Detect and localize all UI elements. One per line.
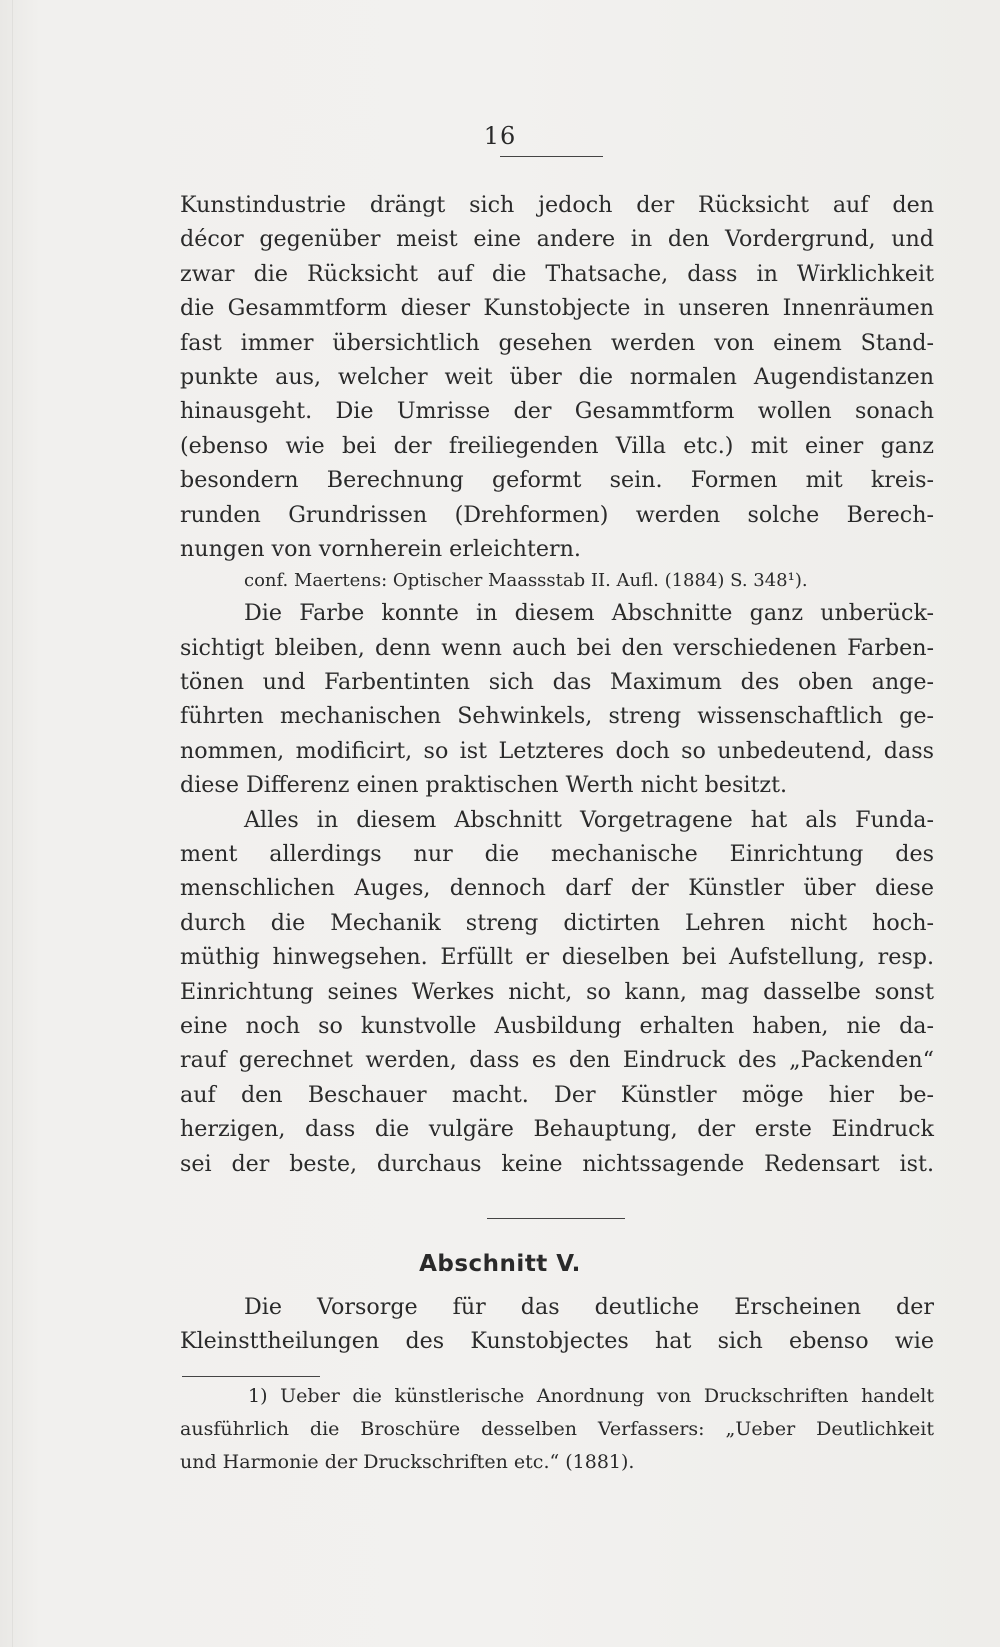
reference-note: conf. Maertens: Optischer Maassstab II. Aufl. (1884) S. 348¹). [244, 570, 808, 592]
text-line: müthig hinwegsehen. Erfüllt er dieselben bei Aufstellung, resp. [180, 944, 934, 971]
text-line: führten mechanischen Sehwinkels, streng wissenschaftlich ge- [180, 703, 934, 730]
text-line: ment allerdings nur die mechanische Einrichtung des [180, 841, 934, 868]
text-line: rauf gerechnet werden, dass es den Eindruck des „Packenden“ [180, 1047, 934, 1074]
text-line: Kleinsttheilungen des Kunstobjectes hat sich ebenso wie [180, 1328, 934, 1355]
text-line: durch die Mechanik streng dictirten Lehren nicht hoch- [180, 909, 934, 936]
text-line: fast immer übersichtlich gesehen werden von einem Stand- [180, 329, 934, 356]
footnote-line: ausführlich die Broschüre desselben Verfassers: „Ueber Deutlichkeit [180, 1418, 934, 1440]
text-line: sei der beste, durchaus keine nichtssagende Redensart ist. [180, 1150, 934, 1177]
text-line: punkte aus, welcher weit über die normalen Augendistanzen [180, 363, 934, 390]
text-line: (ebenso wie bei der freiliegenden Villa etc.) mit einer ganz [180, 432, 934, 459]
section-divider [487, 1218, 625, 1219]
text-line: nungen von vornherein erleichtern. [180, 535, 581, 562]
text-line: Einrichtung seines Werkes nicht, so kann, mag dasselbe sonst [180, 978, 934, 1005]
footnote-line: und Harmonie der Druckschriften etc.“ (1881). [180, 1451, 635, 1473]
page-edge-shadow [12, 0, 13, 1647]
page-number: 16 [483, 122, 517, 150]
text-line: herzigen, dass die vulgäre Behauptung, der erste Eindruck [180, 1116, 934, 1143]
text-line: Die Farbe konnte in diesem Abschnitte ganz unberück- [244, 600, 934, 627]
text-line: diese Differenz einen praktischen Werth nicht besitzt. [180, 772, 788, 799]
text-line: tönen und Farbentinten sich das Maximum des oben ange- [180, 669, 934, 696]
text-line: hinausgeht. Die Umrisse der Gesammtform wollen sonach [180, 398, 934, 425]
text-line: sichtigt bleiben, denn wenn auch bei den verschiedenen Farben- [180, 634, 934, 661]
text-line: auf den Beschauer macht. Der Künstler möge hier be- [180, 1081, 934, 1108]
footnote-line: 1) Ueber die künstlerische Anordnung von Druckschriften handelt [248, 1385, 934, 1407]
section-paragraph [180, 1290, 934, 1359]
text-line: eine noch so kunstvolle Ausbildung erhalten haben, nie da- [180, 1012, 934, 1039]
footnote [180, 1380, 934, 1479]
paragraph-continuation [180, 188, 934, 1181]
text-line: nommen, modificirt, so ist Letzteres doch so unbedeutend, dass [180, 737, 934, 764]
text-line: besondern Berechnung geformt sein. Formen mit kreis- [180, 467, 934, 494]
text-line: Alles in diesem Abschnitt Vorgetragene hat als Funda- [244, 806, 934, 833]
text-line: Kunstindustrie drängt sich jedoch der Rücksicht auf den [180, 192, 934, 218]
text-line: runden Grundrissen (Drehformen) werden solche Berech- [180, 501, 934, 528]
text-line: décor gegenüber meist eine andere in den Vordergrund, und [180, 226, 934, 253]
text-line: Die Vorsorge für das deutliche Erscheinen der [244, 1294, 934, 1320]
text-line: die Gesammtform dieser Kunstobjecte in unseren Innenräumen [180, 295, 934, 322]
section-heading: Abschnitt V. [419, 1251, 581, 1277]
page-number-rule [500, 156, 603, 157]
text-line: menschlichen Auges, dennoch darf der Künstler über diese [180, 875, 934, 902]
footnote-divider [182, 1376, 320, 1377]
text-line: zwar die Rücksicht auf die Thatsache, dass in Wirklichkeit [180, 260, 934, 287]
